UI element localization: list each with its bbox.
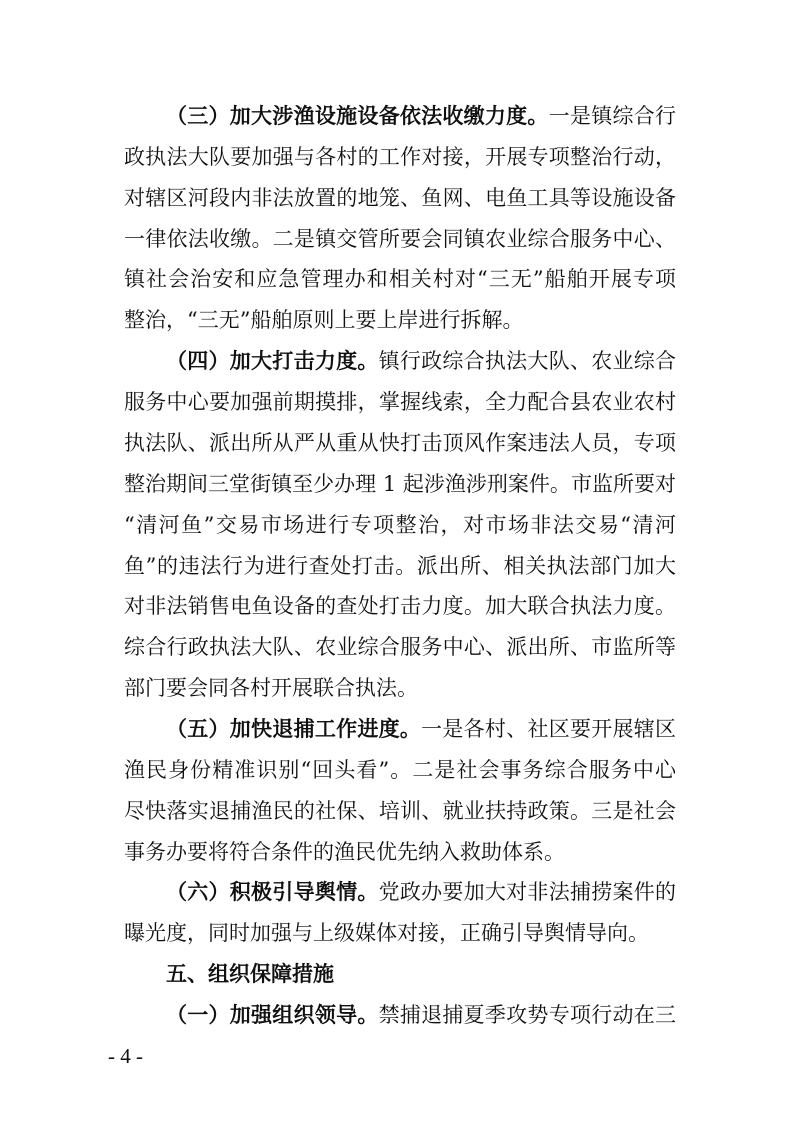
paragraph-3-line-1 bbox=[166, 101, 676, 131]
paragraph-4-line-2: 服务中心要加强前期摸排，掌握线索，全力配合县农业农村 bbox=[124, 390, 676, 414]
paragraph-4-line-9: 部门要会同各村开展联合执法。 bbox=[124, 676, 418, 700]
paragraph-3-lead: （三）加大涉渔设施设备依法收缴力度。 bbox=[166, 103, 549, 128]
paragraph-6-lead: （六）积极引导舆情。 bbox=[166, 879, 379, 904]
paragraph-5-line-1 bbox=[166, 714, 676, 744]
paragraph-4-text: 镇行政综合执法大队、农业综合 bbox=[378, 349, 676, 373]
paragraph-3-text: 一是镇综合行 bbox=[548, 104, 677, 128]
paragraph-4-line-1 bbox=[166, 346, 676, 376]
paragraph-4-lead: （四）加大打击力度。 bbox=[166, 348, 379, 373]
paragraph-3-line-5: 镇社会治安和应急管理办和相关村对“三无”船舶开展专项 bbox=[124, 267, 676, 291]
final-paragraph-text: 禁捕退捕夏季攻势专项行动在三 bbox=[378, 1003, 676, 1027]
paragraph-5-line-4: 事务办要将符合条件的渔民优先纳入救助体系。 bbox=[124, 840, 565, 864]
section-heading: 五、组织保障措施 bbox=[166, 962, 334, 986]
final-paragraph-line-1 bbox=[166, 1000, 676, 1030]
paragraph-4-line-4: 整治期间三堂街镇至少办理 1 起涉渔涉刑案件。市监所要对 bbox=[124, 472, 676, 496]
paragraph-5-line-2: 渔民身份精准识别“回头看”。二是社会事务综合服务中心 bbox=[124, 758, 676, 782]
paragraph-3-line-4: 一律依法收缴。二是镇交管所要会同镇农业综合服务中心、 bbox=[124, 227, 676, 251]
paragraph-4-line-5: “清河鱼”交易市场进行专项整治，对市场非法交易“清河 bbox=[124, 513, 676, 537]
paragraph-6-line-2: 曝光度，同时加强与上级媒体对接，正确引导舆情导向。 bbox=[124, 921, 649, 945]
paragraph-4-line-7: 对非法销售电鱼设备的查处打击力度。加大联合执法力度。 bbox=[124, 594, 676, 618]
paragraph-3-line-6: 整治，“三无”船舶原则上要上岸进行拆解。 bbox=[124, 308, 524, 332]
paragraph-4-line-6: 鱼”的违法行为进行查处打击。派出所、相关执法部门加大 bbox=[124, 554, 676, 578]
final-paragraph-lead: （一）加强组织领导。 bbox=[166, 1002, 379, 1027]
paragraph-4-line-3: 执法队、派出所从严从重从快打击顶风作案违法人员，专项 bbox=[124, 431, 676, 455]
page-number: - 4 - bbox=[108, 1044, 143, 1068]
paragraph-5-line-3: 尽快落实退捕渔民的社保、培训、就业扶持政策。三是社会 bbox=[124, 799, 676, 823]
paragraph-3-line-2: 政执法大队要加强与各村的工作对接，开展专项整治行动， bbox=[124, 145, 676, 169]
paragraph-6-line-1 bbox=[166, 877, 676, 907]
paragraph-6-text: 党政办要加大对非法捕捞案件的 bbox=[378, 880, 676, 904]
paragraph-5-text: 一是各村、社区要开展辖区 bbox=[421, 717, 677, 741]
paragraph-4-line-8: 综合行政执法大队、农业综合服务中心、派出所、市监所等 bbox=[124, 635, 676, 659]
paragraph-5-lead: （五）加快退捕工作进度。 bbox=[166, 716, 422, 741]
paragraph-3-line-3: 对辖区河段内非法放置的地笼、鱼网、电鱼工具等设施设备 bbox=[124, 186, 676, 210]
